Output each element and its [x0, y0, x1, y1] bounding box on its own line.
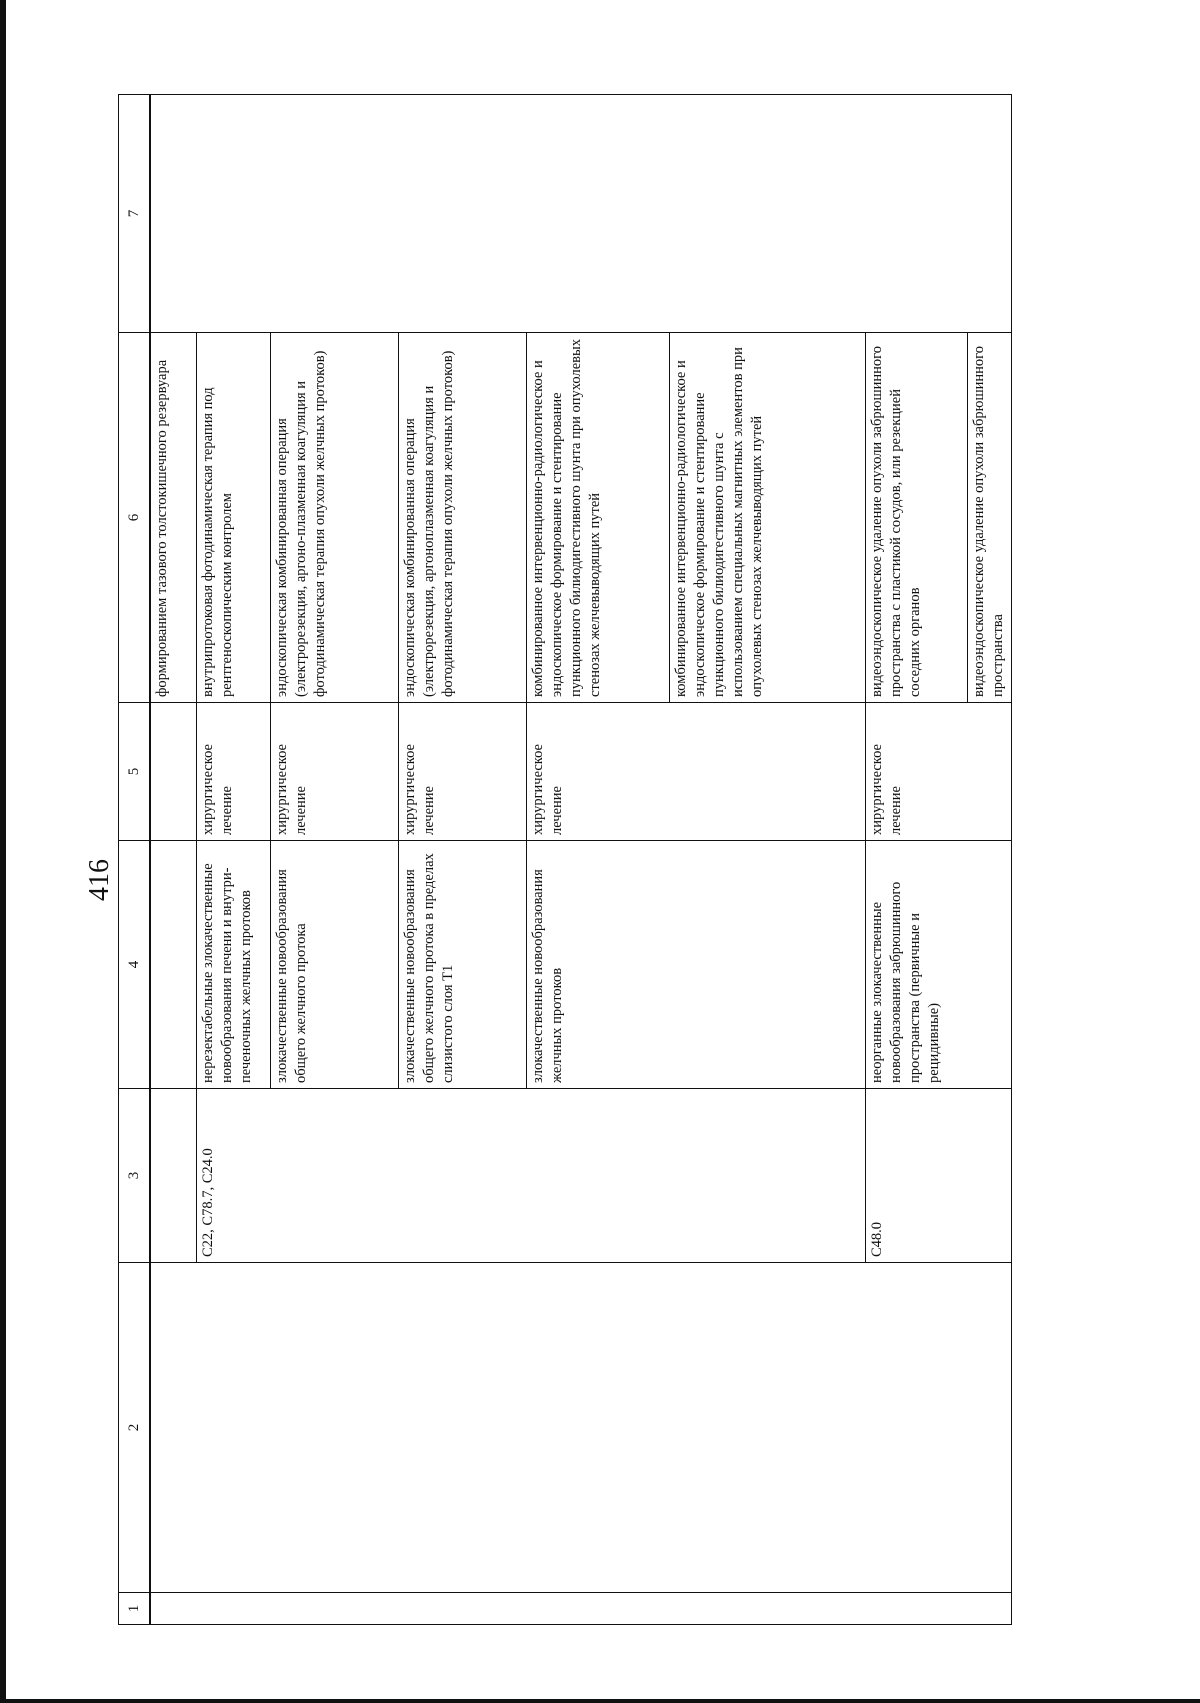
cell-col2 [151, 1263, 1012, 1593]
cell-code: С48.0 [866, 1089, 1012, 1263]
cell-method: видеоэндоскопическое удаление опухоли забрюшинного пространства [968, 333, 1012, 703]
cell-diagnosis: злокачественные новообразования общего желчного протока в пределах слизистого слоя Т1 [399, 841, 527, 1089]
rotated-table-container [118, 95, 1058, 1625]
cell-method: внутрипротоковая фотодинамическая терапия под рентгеноскопическим контролем [197, 333, 271, 703]
column-number: 6 [119, 333, 150, 703]
page-number: 416 [84, 859, 115, 901]
cell-col1 [151, 1593, 1012, 1625]
column-number: 1 [119, 1593, 150, 1625]
column-number: 4 [119, 841, 150, 1089]
cell-treatment-type [151, 703, 197, 841]
cell-diagnosis: неорганные злокачественные новообразования забрюшинного пространства (первичные и рецидивные) [866, 841, 1012, 1089]
column-number-row [119, 95, 150, 1625]
cell-col7 [151, 95, 1012, 333]
cell-treatment-type: хирургическое лечение [866, 703, 1012, 841]
cell-diagnosis: злокачественные новообразования желчных протоков [527, 841, 866, 1089]
cell-treatment-type: хирургическое лечение [527, 703, 866, 841]
column-number: 5 [119, 703, 150, 841]
column-number: 7 [119, 95, 150, 333]
scan-edge-left [0, 0, 6, 1703]
cell-method: эндоскопическая комбинированная операция (электрорезекция, аргоноплазменная коагуляция и фотодинамическая терапия опухоли желчных протоков) [399, 333, 527, 703]
cell-diagnosis [151, 841, 197, 1089]
cell-method: эндоскопическая комбинированная операция (электрорезекция, аргоно-плазменная коагуляция и фотодинамическая терапия опухоли желчных протоков) [271, 333, 399, 703]
cell-diagnosis: нерезектабельные злокачественные новообразования печени и внутри-печеночных желчных протоков [197, 841, 271, 1089]
cell-code: С22, С78.7, С24.0 [197, 1089, 866, 1263]
cell-method: комбинированное интервенционно-радиологическое и эндоскопическое формирование и стентирование пункционного билиодигестивного шунта с использованием специальных магнитных элементов при опухолевых стенозах желчевыводящих путей [670, 333, 866, 703]
cell-method: видеоэндоскопическое удаление опухоли забрюшинного пространства с пластикой сосудов, или резекцией соседних органов [866, 333, 968, 703]
column-number: 3 [119, 1089, 150, 1263]
cell-code [151, 1089, 197, 1263]
treatment-table [118, 94, 1012, 1625]
column-number: 2 [119, 1263, 150, 1593]
cell-treatment-type: хирургическое лечение [271, 703, 399, 841]
table-row [151, 95, 197, 1625]
cell-treatment-type: хирургическое лечение [197, 703, 271, 841]
cell-method: комбинированное интервенционно-радиологическое и эндоскопическое формирование и стентирование пункционного билиодигестивного шунта при опухолевых стенозах желчевыводящих путей [527, 333, 670, 703]
scan-edge-bottom [0, 1699, 1200, 1703]
cell-treatment-type: хирургическое лечение [399, 703, 527, 841]
cell-diagnosis: злокачественные новообразования общего желчного протока [271, 841, 399, 1089]
cell-method: формированием тазового толстокишечного резервуара [151, 333, 197, 703]
